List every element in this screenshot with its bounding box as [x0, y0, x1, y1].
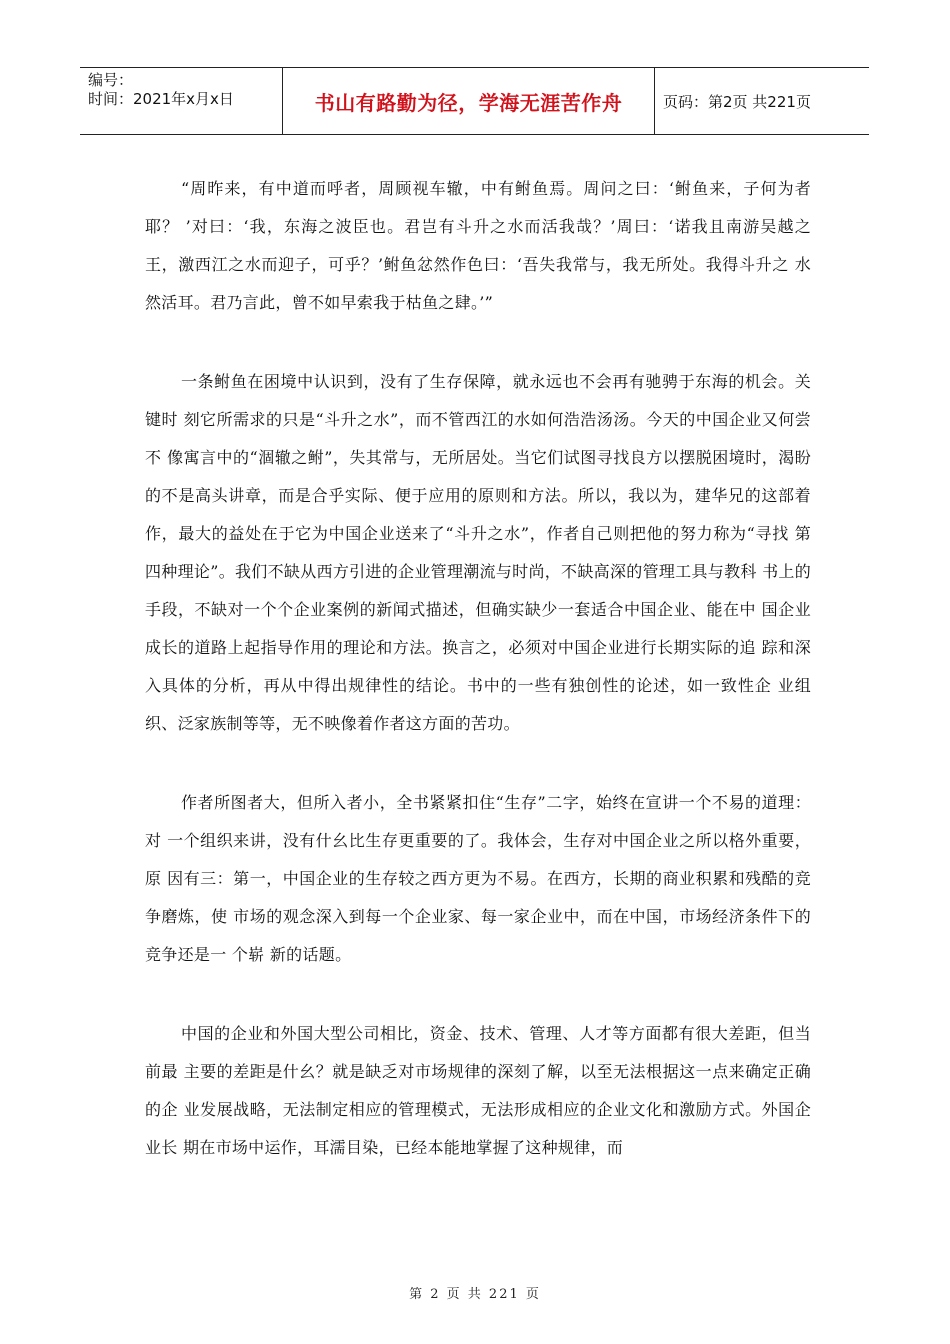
- paragraph-3: 作者所图者大，但所入者小，全书紧紧扣住“生存”二字，始终在宣讲一个不易的道理：对 一个组织来讲，没有什幺比生存更重要的了。我体会，生存对中国企业之所以格外重要，原 因有三：第一，中国企业的生存较之西方更为不易。在西方，长期的商业积累和残酷的竞争磨炼，使 市场的观念深入到每一个企业家、每一家企业中，而在中国，市场经济条件下的竞争还是一 个崭 新的话题。: [145, 793, 811, 964]
- header-motto-cell: [283, 68, 655, 134]
- page-footer: 第 2 页 共 221 页: [409, 1287, 541, 1302]
- header-meta-cell: [80, 68, 283, 134]
- header-page-cell: [655, 68, 869, 134]
- page-info: 页码：第2页 共221页: [663, 92, 811, 111]
- paragraph-2: 一条鲋鱼在困境中认识到，没有了生存保障，就永远也不会再有驰骋于东海的机会。关键时 刻它所需求的只是“斗升之水”，而不管西江的水如何浩浩汤汤。今天的中国企业又何尝不 像寓言中的“涸辙之鲋”，失其常与，无所居处。当它们试图寻找良方以摆脱困境时，渴盼 的不是高头讲章，而是合乎实际、便于应用的原则和方法。所以，我以为，建华兄的这部着 作，最大的益处在于它为中国企业送来了“斗升之水”，作者自己则把他的努力称为“寻找 第四种理论”。我们不缺从西方引进的企业管理潮流与时尚，不缺高深的管理工具与教科 书上的手段，不缺对一个个企业案例的新闻式描述，但确实缺少一套适合中国企业、能在中 国企业成长的道路上起指导作用的理论和方法。换言之，必须对中国企业进行长期实际的追 踪和深入具体的分析，再从中得出规律性的结论。书中的一些有独创性的论述，如一致性企 业组织、泛家族制等等，无不映像着作者这方面的苦功。: [145, 372, 811, 733]
- document-body: [145, 170, 811, 1208]
- motto-text: 书山有路勤为径，学海无涯苦作舟: [314, 90, 623, 115]
- paragraph-1: “周昨来，有中道而呼者，周顾视车辙，中有鲋鱼焉。周问之曰：‘鲋鱼来，子何为者耶？ ’对曰：‘我，东海之波臣也。君岂有斗升之水而活我哉？’周曰：‘诺我且南游吴越之 王，激西江之水而迎子，可乎？’鲋鱼忿然作色曰：‘吾失我常与，我无所处。我得斗升之 水然活耳。君乃言此，曾不如早索我于枯鱼之肆。’”: [145, 179, 811, 312]
- number-label: 编号：: [88, 71, 134, 89]
- paragraph-4: 中国的企业和外国大型公司相比，资金、技术、管理、人才等方面都有很大差距，但当前最 主要的差距是什幺？就是缺乏对市场规律的深刻了解，以至无法根据这一点来确定正确的企 业发展战略，无法制定相应的管理模式，无法形成相应的企业文化和激励方式。外国企业长 期在市场中运作，耳濡目染，已经本能地掌握了这种规律，而: [145, 1024, 811, 1157]
- document-header: [80, 67, 869, 135]
- date-label: 时间：2021年x月x日: [88, 90, 234, 108]
